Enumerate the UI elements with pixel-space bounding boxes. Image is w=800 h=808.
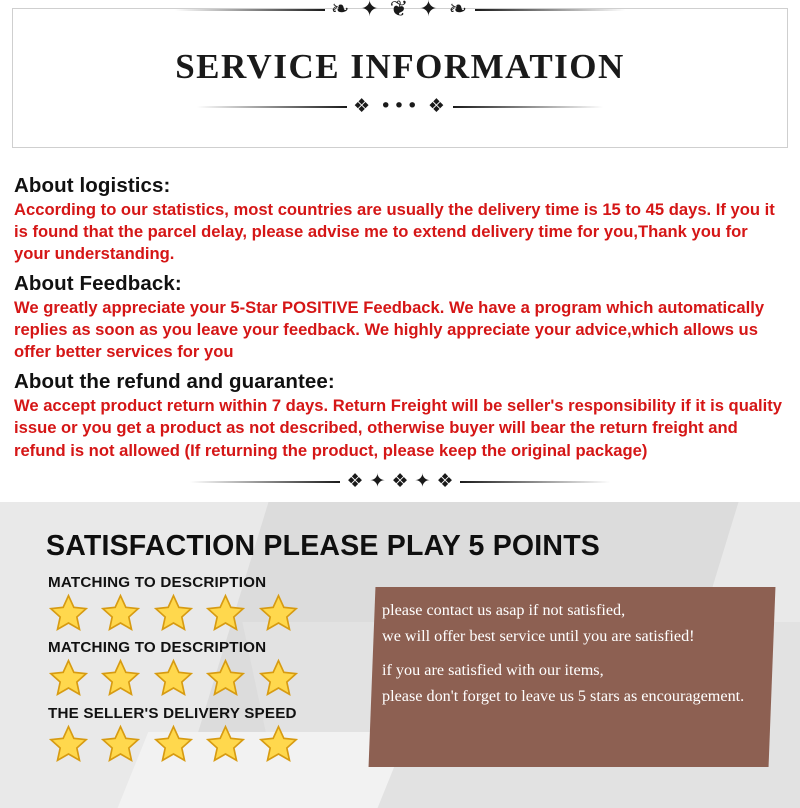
section-heading-refund: About the refund and guarantee:	[14, 370, 335, 394]
star-icon[interactable]	[100, 593, 141, 633]
middle-ornament-glyphs: ❖ ✦ ❖ ✦ ❖	[346, 470, 454, 492]
ornament-top-glyphs: ❧ ✦ ❦ ✦ ❧	[330, 0, 470, 21]
rating-row-delivery-speed	[48, 705, 306, 766]
star-icon[interactable]	[258, 724, 299, 764]
section-body-refund: We accept product return within 7 days. Return Freight will be seller's responsibility if it is quality issue or you get a product as not described, otherwise buyer will bear the return freight and refund is not allowed (If returning the product, please keep the original package)	[14, 396, 783, 460]
star-icon[interactable]	[48, 593, 89, 633]
section-heading-logistics: About logistics:	[14, 174, 171, 197]
star-icon[interactable]	[48, 724, 89, 764]
panel-title: SATISFACTION PLEASE PLAY 5 POINTS	[46, 530, 601, 562]
star-icon[interactable]	[153, 724, 194, 764]
star-icon[interactable]	[205, 658, 246, 698]
ornament-rule-right-2	[453, 106, 603, 108]
page-title: SERVICE INFORMATION	[175, 47, 625, 86]
star-icon[interactable]	[100, 658, 141, 698]
note-line-3: if you are satisfied with our items,	[382, 661, 604, 680]
rating-row-matching-description-1	[48, 574, 306, 635]
star-icon[interactable]	[205, 724, 246, 764]
header-banner	[12, 0, 788, 148]
satisfaction-panel	[0, 502, 800, 808]
rating-label-3: THE SELLER'S DELIVERY SPEED	[48, 705, 297, 722]
rating-label-1: MATCHING TO DESCRIPTION	[48, 574, 267, 591]
ornament-top-divider	[13, 0, 787, 21]
star-icon[interactable]	[153, 593, 194, 633]
star-icon[interactable]	[205, 593, 246, 633]
note-spacer	[382, 649, 772, 658]
section-body-feedback: We greatly appreciate your 5-Star POSITIVE Feedback. We have a program which automatically replies as soon as you leave your feedback. We highly appreciate your advice,which allows us offer better services for you	[14, 298, 765, 362]
rating-stars-3[interactable]	[48, 724, 306, 766]
middle-rule-right	[460, 481, 610, 483]
note-line-2: we will offer best service until you are satisfied!	[382, 626, 695, 645]
note-line-1: please contact us asap if not satisfied,	[382, 601, 626, 619]
rating-stars-2[interactable]	[48, 658, 306, 700]
ornament-rule-left	[175, 9, 325, 11]
star-icon[interactable]	[48, 658, 89, 698]
section-body-logistics: According to our statistics, most countries are usually the delivery time is 15 to 45 days. If you it is found that the parcel delay, please advise me to extend delivery time for you,Thank you for your understanding.	[14, 200, 775, 264]
star-icon[interactable]	[100, 724, 141, 764]
ornament-rule-left-2	[197, 106, 347, 108]
rating-row-matching-description-2	[48, 639, 306, 700]
star-icon[interactable]	[258, 593, 299, 633]
rating-stars-1[interactable]	[48, 593, 306, 635]
star-icon[interactable]	[153, 658, 194, 698]
middle-rule-left	[190, 481, 340, 483]
star-icon[interactable]	[258, 658, 299, 698]
ornament-bottom-glyphs: ❖ ••• ❖	[353, 97, 447, 116]
ornament-rule-right	[475, 9, 625, 11]
rating-label-2: MATCHING TO DESCRIPTION	[48, 639, 267, 656]
ornament-bottom-divider	[13, 97, 787, 116]
policy-text-block	[14, 174, 786, 467]
section-heading-feedback: About Feedback:	[14, 272, 182, 296]
note-line-4: please don't forget to leave us 5 stars as encouragement.	[382, 686, 745, 705]
contact-note-text	[382, 598, 772, 709]
middle-ornament-divider	[0, 470, 800, 492]
